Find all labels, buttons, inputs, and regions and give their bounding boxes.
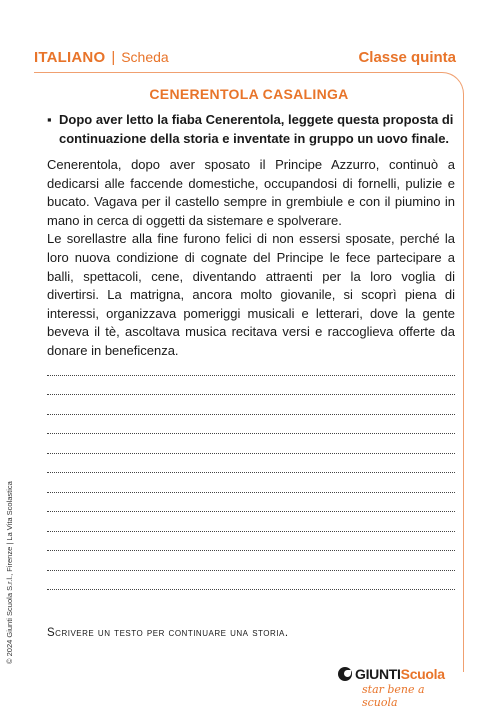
writing-line <box>47 493 455 513</box>
story-paragraph-1: Cenerentola, dopo aver sposato il Principe Azzurro, continuò a dedicarsi alle faccende domestiche, occupandosi di fornelli, pulizie e bucato. Vagava per il castello sempre in grembiule e con il piumino in mano in cerca di oggetti da sistemare e spolverare. <box>47 157 455 228</box>
bullet-icon: ▪ <box>47 112 52 127</box>
page-header <box>34 46 456 68</box>
writing-line <box>47 415 455 435</box>
writing-line <box>47 454 455 474</box>
writing-line <box>47 571 455 591</box>
worksheet-title: CENERENTOLA CASALINGA <box>149 86 349 102</box>
writing-line <box>47 395 455 415</box>
writing-line <box>47 532 455 552</box>
story-paragraph-2: Le sorellastre alla fine furono felici di non essersi sposate, perché la loro nuova condizione di cognate del Principe le fece partecipare a balli, spettacoli, cene, diventando attraenti per la loro voglia di divertirsi. La matrigna, ancora molto giovanile, si scoprì piena di interessi, organizzava pomeriggi musicali e letterari, dove la gente beveva il tè, ascoltava musica recitava versi e raccoglieva offerte da donare in beneficenza. <box>47 231 455 358</box>
subject-label: ITALIANO <box>34 48 106 66</box>
writing-line <box>47 473 455 493</box>
logo-wordmark <box>338 666 458 682</box>
writing-line <box>47 434 455 454</box>
task-label: Scrivere un testo per continuare una storia. <box>47 627 289 639</box>
writing-line <box>47 356 455 376</box>
header-separator: | <box>111 48 116 66</box>
logo-tagline: star bene a scuola <box>362 683 425 709</box>
header-left <box>34 49 169 66</box>
writing-line <box>47 551 455 571</box>
sheet-label: Scheda <box>121 49 169 65</box>
writing-line <box>47 376 455 396</box>
writing-line <box>47 512 455 532</box>
story-text <box>47 156 455 361</box>
instruction <box>47 110 457 148</box>
logo-brand-part2: Scuola <box>400 666 445 682</box>
instruction-text: Dopo aver letto la fiaba Cenerentola, leggete questa proposta di continuazione della storia e inventate in gruppo un uovo finale. <box>59 112 454 146</box>
publisher-logo <box>338 666 458 709</box>
writing-lines <box>47 356 455 590</box>
giunti-logo-icon <box>338 667 352 681</box>
copyright-note: © 2024 Giunti Scuola S.r.l., Firenze | La Vita Scolastica <box>5 481 14 664</box>
grade-label: Classe quinta <box>358 48 456 66</box>
logo-brand-part1: GIUNTI <box>355 666 401 682</box>
